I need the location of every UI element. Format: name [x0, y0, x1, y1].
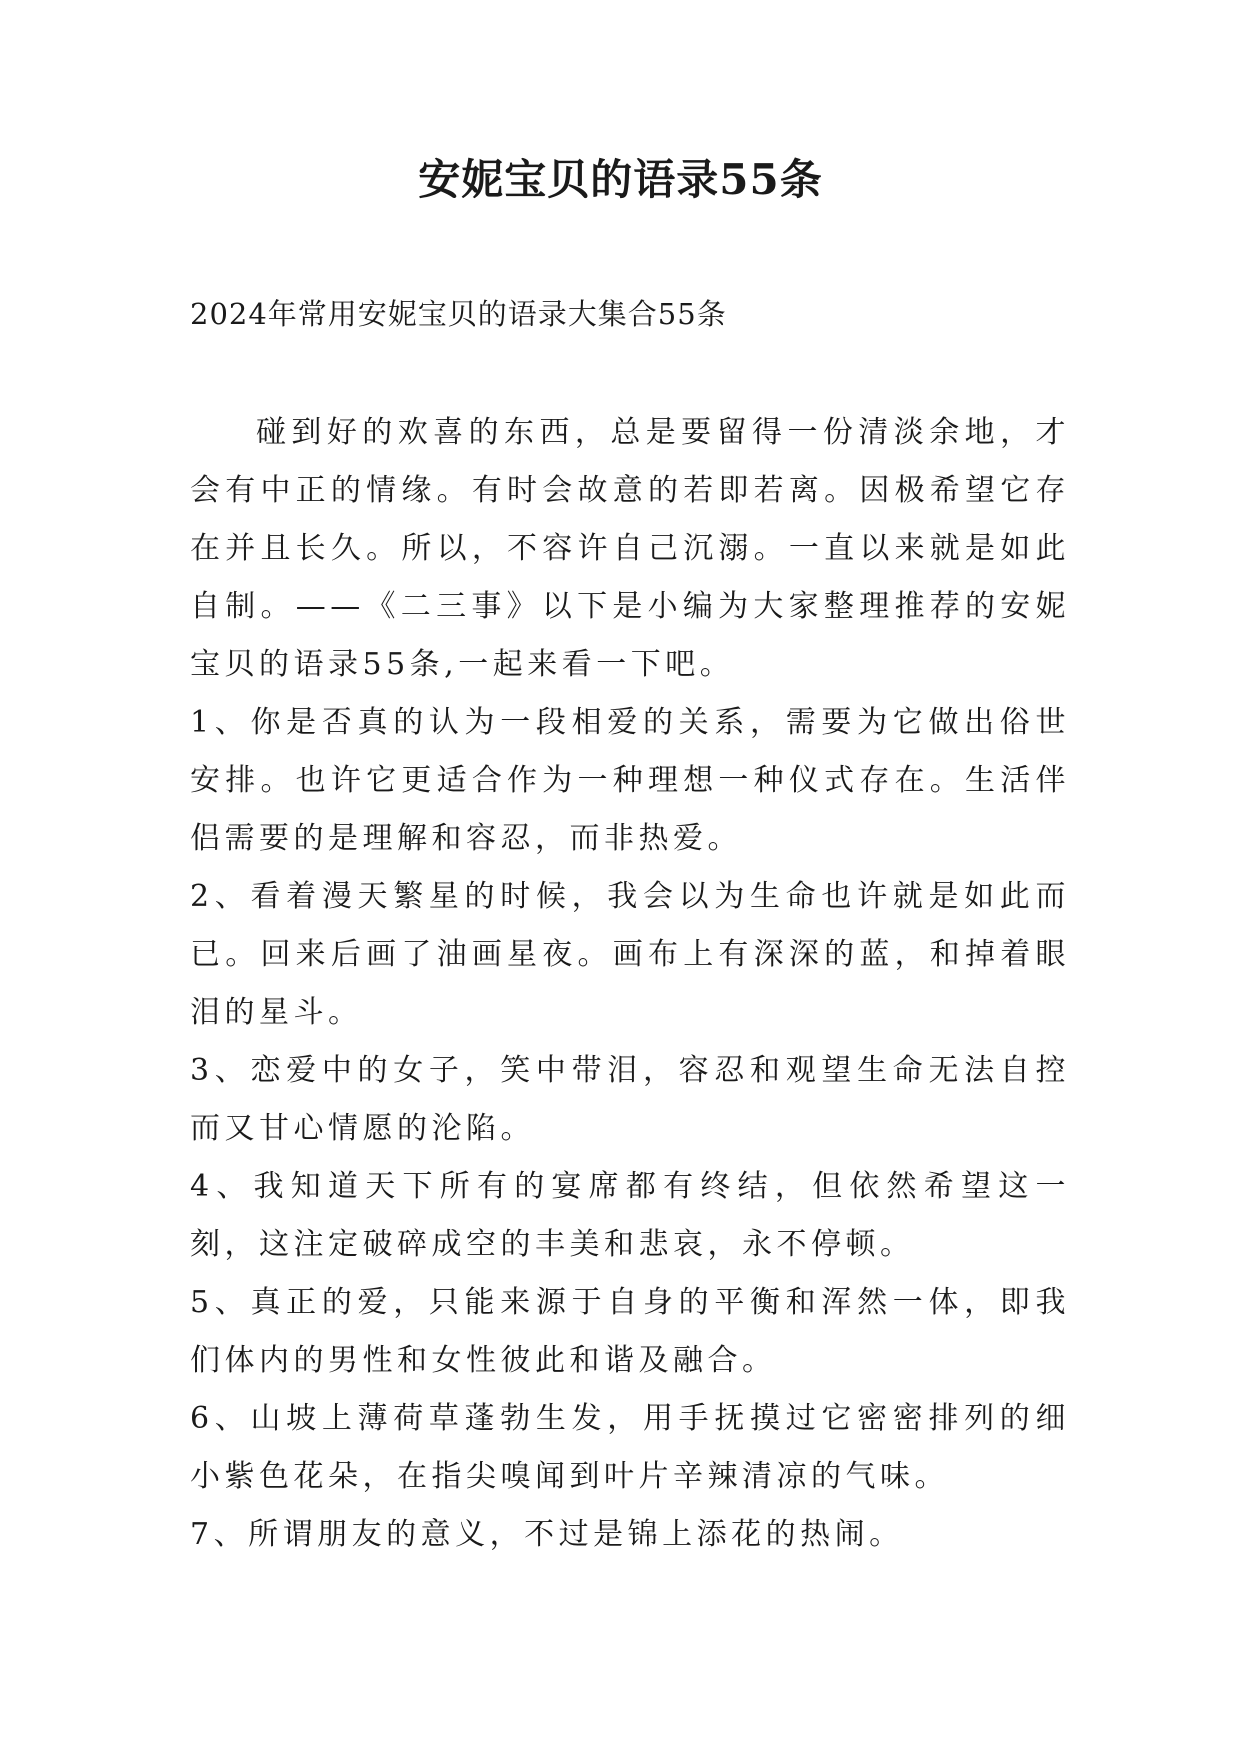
quote-item-4: 4、我知道天下所有的宴席都有终结，但依然希望这一刻，这注定破碎成空的丰美和悲哀，永不停顿。 — [190, 1169, 1070, 1262]
quote-item-3: 3、恋爱中的女子，笑中带泪，容忍和观望生命无法自控而又甘心情愿的沦陷。 — [190, 1053, 1070, 1146]
quote-item-6: 6、山坡上薄荷草蓬勃生发，用手抚摸过它密密排列的细小紫色花朵，在指尖嗅闻到叶片辛辣清凉的气味。 — [190, 1401, 1070, 1494]
document-title: 安妮宝贝的语录55条 — [418, 155, 823, 204]
quote-item-7: 7、所谓朋友的意义，不过是锦上添花的热闹。 — [190, 1517, 904, 1552]
quote-item-5: 5、真正的爱，只能来源于自身的平衡和浑然一体，即我们体内的男性和女性彼此和谐及融合。 — [190, 1285, 1070, 1378]
quote-item-1: 1、你是否真的认为一段相爱的关系，需要为它做出俗世安排。也许它更适合作为一种理想一种仪式存在。生活伴侣需要的是理解和容忍，而非热爱。 — [190, 705, 1070, 856]
document-body — [190, 404, 1070, 1564]
intro-paragraph: 碰到好的欢喜的东西，总是要留得一份清淡余地，才会有中正的情缘。有时会故意的若即若离。因极希望它存在并且长久。所以，不容许自己沉溺。一直以来就是如此自制。——《二三事》以下是小编为大家整理推荐的安妮宝贝的语录55条,一起来看一下吧。 — [190, 415, 1070, 682]
quote-item-2: 2、看着漫天繁星的时候，我会以为生命也许就是如此而已。回来后画了油画星夜。画布上有深深的蓝，和掉着眼泪的星斗。 — [190, 879, 1070, 1030]
document-subtitle: 2024年常用安妮宝贝的语录大集合55条 — [190, 297, 727, 331]
